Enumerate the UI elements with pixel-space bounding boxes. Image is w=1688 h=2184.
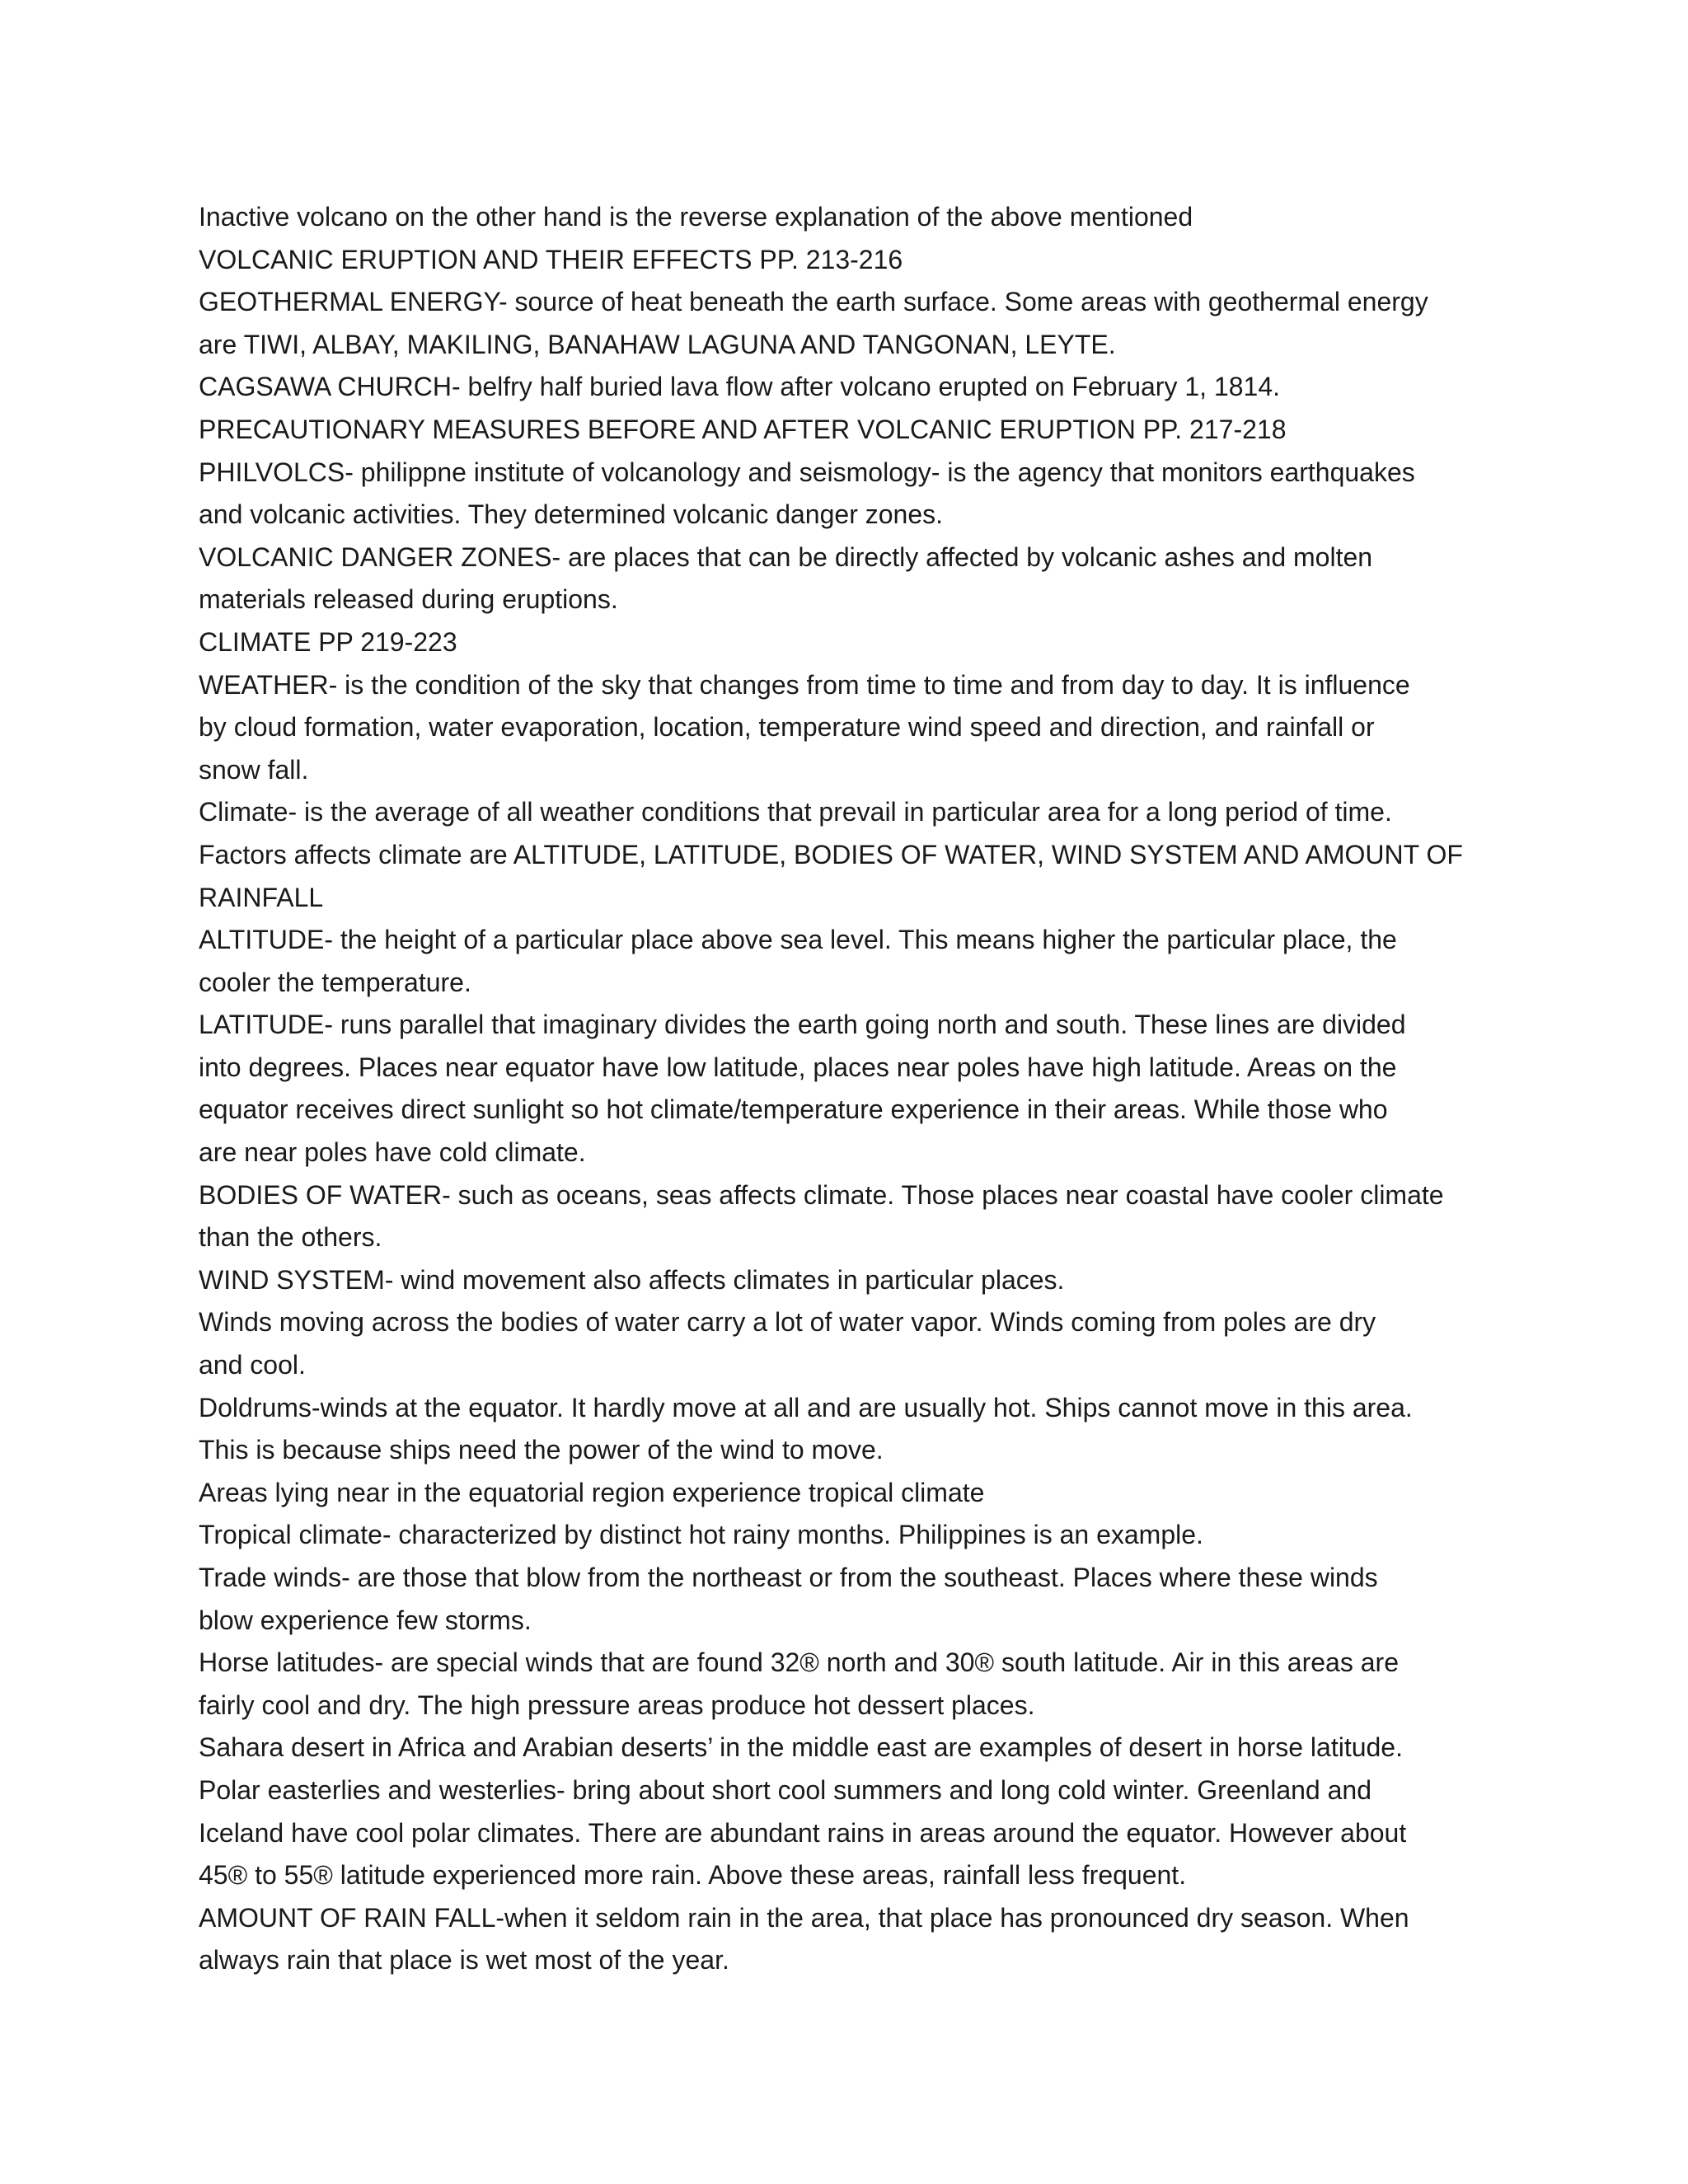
paragraph: [199, 1004, 1501, 1174]
text-line: equator receives direct sunlight so hot climate/temperature experience in their areas. While those who: [199, 1094, 1388, 1125]
text-line: are TIWI, ALBAY, MAKILING, BANAHAW LAGUNA AND TANGONAN, LEYTE.: [199, 329, 1116, 359]
text-line: GEOTHERMAL ENERGY- source of heat beneath the earth surface. Some areas with geothermal energy: [199, 287, 1428, 317]
text-line: Iceland have cool polar climates. There are abundant rains in areas around the equator. However about: [199, 1817, 1407, 1848]
text-line: cooler the temperature.: [199, 967, 471, 997]
text-line: Trade winds- are those that blow from the northeast or from the southeast. Places where these winds: [199, 1563, 1378, 1592]
paragraph: [199, 537, 1501, 621]
text-line: VOLCANIC ERUPTION AND THEIR EFFECTS PP. 213-216: [199, 244, 903, 274]
text-line: PRECAUTIONARY MEASURES BEFORE AND AFTER VOLCANIC ERUPTION PP. 217-218: [199, 414, 1287, 444]
text-line: and volcanic activities. They determined volcanic danger zones.: [199, 499, 944, 530]
text-line: always rain that place is wet most of the year.: [199, 1945, 729, 1975]
paragraph: [199, 1642, 1501, 1727]
paragraph: [199, 281, 1501, 366]
paragraph: [199, 664, 1501, 792]
text-line: CLIMATE PP 219-223: [199, 626, 457, 657]
text-line: blow experience few storms.: [199, 1605, 532, 1635]
text-line: This is because ships need the power of the wind to move.: [199, 1435, 884, 1465]
paragraph: [199, 834, 1501, 919]
text-line: Winds moving across the bodies of water carry a lot of water vapor. Winds coming from poles are dry: [199, 1307, 1376, 1338]
paragraph: [199, 1897, 1501, 1982]
text-line: CAGSAWA CHURCH- belfry half buried lava flow after volcano erupted on February 1, 1814.: [199, 372, 1280, 402]
text-line: and cool.: [199, 1350, 306, 1380]
text-line: Sahara desert in Africa and Arabian deserts’ in the middle east are examples of desert in horse latitude.: [199, 1732, 1403, 1763]
text-line: by cloud formation, water evaporation, location, temperature wind speed and direction, and rainfall or: [199, 712, 1375, 743]
text-line: Climate- is the average of all weather conditions that prevail in particular area for a long period of time.: [199, 797, 1392, 827]
text-line: 45® to 55® latitude experienced more rain. Above these areas, rainfall less frequent.: [199, 1860, 1187, 1891]
paragraph: [199, 1259, 1501, 1302]
paragraph: [199, 621, 1501, 664]
text-line: Inactive volcano on the other hand is the reverse explanation of the above mentioned: [199, 202, 1193, 232]
paragraph: [199, 366, 1501, 409]
text-line: Factors affects climate are ALTITUDE, LATITUDE, BODIES OF WATER, WIND SYSTEM AND AMOUNT OF: [199, 839, 1463, 869]
text-line: are near poles have cold climate.: [199, 1137, 586, 1168]
paragraph: [199, 1387, 1501, 1472]
text-line: AMOUNT OF RAIN FALL-when it seldom rain in the area, that place has pronounced dry season. When: [199, 1902, 1409, 1933]
text-line: than the others.: [199, 1222, 382, 1253]
paragraph: [199, 919, 1501, 1004]
paragraph: [199, 239, 1501, 282]
text-line: snow fall.: [199, 754, 309, 785]
document-body: [199, 196, 1501, 1982]
text-line: BODIES OF WATER- such as oceans, seas affects climate. Those places near coastal have cooler climate: [199, 1179, 1444, 1210]
paragraph: [199, 196, 1501, 239]
text-line: ALTITUDE- the height of a particular place above sea level. This means higher the particular place, the: [199, 925, 1397, 955]
paragraph: [199, 1301, 1501, 1386]
text-line: Tropical climate- characterized by distinct hot rainy months. Philippines is an example.: [199, 1520, 1203, 1550]
text-line: VOLCANIC DANGER ZONES- are places that can be directly affected by volcanic ashes and molten: [199, 541, 1373, 572]
text-line: RAINFALL: [199, 882, 324, 912]
text-line: Polar easterlies and westerlies- bring about short cool summers and long cold winter. Greenland and: [199, 1774, 1372, 1805]
text-line: materials released during eruptions.: [199, 584, 618, 615]
paragraph: [199, 1174, 1501, 1259]
text-line: Doldrums-winds at the equator. It hardly move at all and are usually hot. Ships cannot move in this area.: [199, 1392, 1413, 1422]
paragraph: [199, 1557, 1501, 1642]
text-line: LATITUDE- runs parallel that imaginary divides the earth going north and south. These lines are divided: [199, 1010, 1406, 1040]
paragraph: [199, 791, 1501, 834]
text-line: WEATHER- is the condition of the sky that changes from time to time and from day to day. It is influence: [199, 669, 1410, 700]
paragraph: [199, 1472, 1501, 1515]
text-line: Areas lying near in the equatorial region experience tropical climate: [199, 1477, 985, 1507]
text-line: WIND SYSTEM- wind movement also affects climates in particular places.: [199, 1264, 1065, 1295]
paragraph: [199, 1727, 1501, 1769]
paragraph: [199, 409, 1501, 452]
paragraph: [199, 1514, 1501, 1557]
text-line: fairly cool and dry. The high pressure areas produce hot dessert places.: [199, 1690, 1035, 1720]
text-line: into degrees. Places near equator have low latitude, places near poles have high latitude. Areas on the: [199, 1052, 1397, 1082]
paragraph: [199, 1769, 1501, 1897]
text-line: Horse latitudes- are special winds that are found 32® north and 30® south latitude. Air in this areas are: [199, 1647, 1399, 1678]
paragraph: [199, 452, 1501, 537]
text-line: PHILVOLCS- philippne institute of volcanology and seismology- is the agency that monitors earthquakes: [199, 457, 1415, 487]
